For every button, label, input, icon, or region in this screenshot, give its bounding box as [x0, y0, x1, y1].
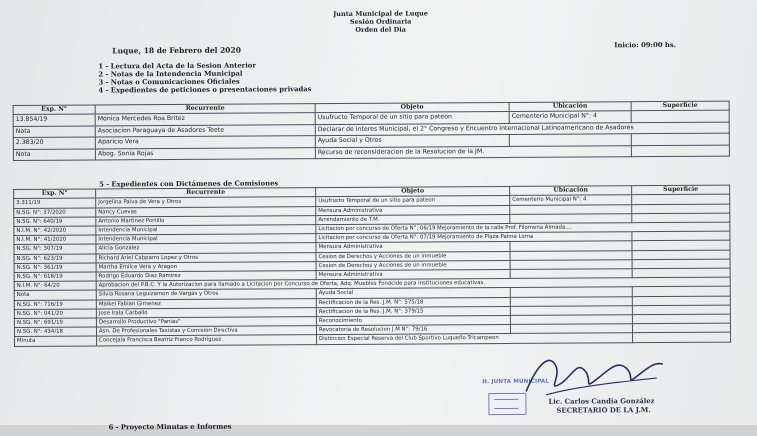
agenda-item-4: 4 - Expedientes de peticiones o presentaciones privadas	[98, 85, 312, 95]
cell-objeto: Cesion de Derechos y Acciones de un inmueble	[316, 260, 510, 270]
cell-objeto: Reconocimiento	[316, 315, 510, 325]
cell-ubicacion	[509, 134, 631, 146]
cell-superficie	[633, 333, 731, 343]
cell-recurrente: Maikel Fabian Gimenez	[96, 298, 316, 309]
cell-recurrente: Concejala Francisca Beatriz Franco Rodriguez	[97, 335, 317, 346]
council-name: Junta Municipal de Luque	[333, 9, 428, 19]
cell-superficie	[631, 134, 729, 146]
col-objeto: Objeto	[316, 186, 510, 197]
cell-exp: 3.311/19	[14, 198, 96, 208]
cell-objeto: Rectificacion de la Res. J.M. N°: 575/18	[316, 297, 510, 307]
cell-exp: N.SG. N°: 307/19	[14, 244, 96, 254]
cell-objeto: Declarar de Interes Municipal, el 2° Congreso y Encuentro Internacional Latinoamericano de Asadores	[315, 122, 729, 136]
col-objeto: Objeto	[315, 102, 509, 113]
cell-recurrente: Intendencia Municipal	[96, 225, 316, 236]
cell-objeto: Mensura Administrativa	[316, 242, 510, 252]
col-superficie: Superficie	[632, 185, 730, 195]
cell-recurrente: Rodrigo Eduardo Diaz Ramirez	[96, 271, 316, 282]
cell-recurrente: Aprobacion del P.B.C. Y la Autorizacion para llamado a Licitacion por Concurso de Oferta, Adq. Muebles Fonacide para instituciones educativas.	[96, 277, 730, 290]
cell-exp: N.SG. N°: 640/19	[14, 217, 96, 227]
cell-objeto: Cesion de Derechos y Acciones de un inmueble	[316, 251, 510, 261]
cell-exp: N.SG. N°: 37/2020	[14, 208, 96, 218]
cell-recurrente: Abog. Sonia Rojas	[95, 148, 315, 161]
cell-exp: N.SG. N°: 041/20	[14, 309, 96, 319]
cell-exp: Nota	[14, 290, 96, 300]
cell-exp: Minuta	[15, 336, 97, 346]
col-exp: Exp. N°	[13, 105, 95, 115]
cell-superficie	[631, 111, 729, 123]
cell-objeto: Rectificacion de la Res. J.M. N°: 379/15	[316, 306, 510, 316]
cell-exp: N.I.M. N°: 41/2020	[14, 235, 96, 245]
cell-recurrente: Jorgelina Paiva de Vera y Otros	[96, 197, 316, 208]
cell-superficie	[631, 145, 729, 157]
cell-exp: Nota	[13, 149, 95, 161]
date-line: Luque, 18 de Febrero del 2020	[112, 45, 241, 56]
agenda-sheet	[8, 1, 756, 436]
agenda-item-5: 5 - Expedientes con Dictámenes de Comisiones	[99, 179, 279, 189]
col-ubicacion: Ubicación	[509, 102, 631, 112]
cell-exp: N.I.M. N°: 64/20	[14, 281, 96, 291]
private-petitions-table	[13, 101, 730, 162]
cell-recurrente: Jose Irala Carballo	[96, 307, 316, 318]
cell-exp: Nota	[13, 126, 95, 138]
col-recurrente: Recurrente	[95, 104, 315, 115]
col-exp: Exp. N°	[14, 189, 96, 199]
agenda-item-2: 2 - Notas de la Intendencia Municipal	[98, 69, 243, 79]
cell-exp: N.SG. N°: 691/19	[14, 318, 96, 328]
cell-recurrente: Intendencia Municipal	[96, 234, 316, 245]
session-type: Sesión Ordinaria	[349, 17, 412, 26]
cell-recurrente: Richard Ariel Cabparro Lopez y Otros	[96, 252, 316, 263]
agenda-item-1: 1 - Lectura del Acta de la Sesion Anterior	[98, 61, 256, 71]
cell-recurrente: Desarrollo Productivo "Panias"	[96, 317, 316, 328]
cell-objeto: Mensura Administrativa	[316, 269, 510, 279]
signatory-name: Lic. Carlos Candia González	[548, 397, 655, 406]
cell-exp: N.I.M. N°: 42/2020	[14, 226, 96, 236]
cell-recurrente: Nancy Cuevas	[96, 206, 316, 217]
cell-objeto: Distincion Especial Reserva del Club Sportivo Luqueño Tricampeon	[317, 333, 633, 344]
start-time: Inicio: 09:00 hs.	[614, 40, 677, 50]
col-recurrente: Recurrente	[96, 188, 316, 199]
cell-objeto: Revocatoria de Resolucion J.M N°: 79/16	[316, 325, 510, 335]
cell-objeto: Licitacion por concurso de Oferta N°: 07/19 Mejoramiento de Plaza Palma Loma	[316, 232, 632, 243]
cell-objeto: Usufructo Temporal de un sitio para pateon	[316, 196, 510, 206]
cell-ubicacion: Cementerio Municipal N°: 4	[509, 111, 631, 123]
col-superficie: Superficie	[631, 101, 729, 111]
col-ubicacion: Ubicación	[510, 186, 632, 196]
cell-exp: N.SG. N°: 361/19	[14, 263, 96, 273]
cell-objeto: Usufructo Temporal de un sitio para pateon	[315, 112, 509, 125]
cell-recurrente: Asociacion Paraguaya de Asadores Teete	[95, 125, 315, 138]
cell-recurrente: Alicia Gonzalez	[96, 243, 316, 254]
cell-objeto: Mensura Administrativa	[316, 205, 510, 215]
cell-exp: 13.854/19	[13, 114, 95, 126]
cell-recurrente: Antonio Martinez Portillo	[96, 215, 316, 226]
cell-recurrente: Aparicio Vera	[95, 136, 315, 149]
cell-objeto: Arrendamiento de T.M.	[316, 214, 510, 224]
cell-objeto: Ayuda Social y Otros	[315, 135, 509, 148]
cell-objeto: Ayuda Social	[316, 288, 510, 298]
cell-exp: N.SG. N°: 618/19	[14, 272, 96, 282]
cell-exp: N.SG. N°: 434/18	[14, 327, 96, 337]
stamp-title: H. JUNTA MUNICIPAL	[482, 378, 550, 386]
cell-exp: N.SG. N°: 716/19	[14, 300, 96, 310]
cell-objeto: Recurso de reconsideracion de la Resolucion de la JM.	[315, 146, 631, 159]
agenda-item-6: 6 - Proyecto Minutas e Informes	[108, 422, 232, 432]
cell-recurrente: Asn. De Profesionales Taxistas y Comision Directiva	[96, 326, 316, 337]
committee-rulings-table	[13, 185, 731, 347]
cell-recurrente: Silvia Rosana Leguizamon de Vargas y Otros	[96, 289, 316, 300]
cell-exp: N.SG. N°: 623/19	[14, 254, 96, 264]
agenda-title: Orden del Dia	[355, 25, 406, 34]
cell-objeto: Licitacion por concurso de Oferta N°: 06/19 Mejoramiento de la calle Prof. Filomena Almada....	[316, 222, 730, 234]
agenda-item-3: 3 - Notas o Comunicaciones Oficiales	[98, 77, 240, 87]
handwritten-signature	[516, 342, 666, 403]
cell-recurrente: Martha Emilce Vera y Aragon	[96, 261, 316, 272]
cell-recurrente: Monica Mercedes Roa Britez	[95, 113, 315, 126]
signatory-role: SECRETARIO DE LA J.M.	[556, 406, 651, 415]
cell-ubicacion: Cementerio Municipal N°: 4	[510, 195, 632, 205]
cell-exp: 2.383/20	[13, 137, 95, 149]
